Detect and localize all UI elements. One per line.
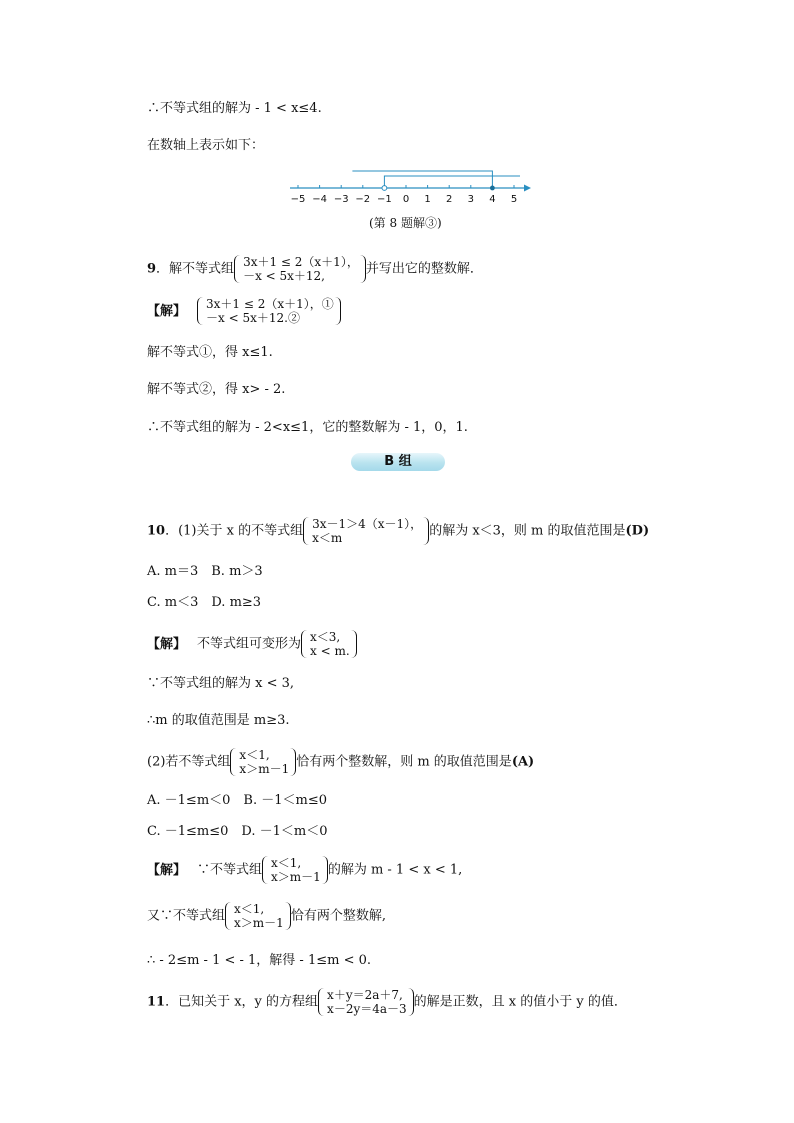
p10-sol2-pre: ∵不等式组 xyxy=(197,862,263,878)
p10-sol4: ∴ - 2≤m - 1 < - 1，解得 - 1≤m < 0. xyxy=(147,953,372,968)
axis-tick-label: 4 xyxy=(489,194,496,205)
axis-tick-label: −2 xyxy=(355,194,371,205)
axis-tick-label: −5 xyxy=(290,194,306,205)
p9-number: 9 xyxy=(147,261,157,277)
p9-sol-row2: －x < 5x＋12.② xyxy=(206,311,300,325)
p11-row2: x－2y＝4a－3 xyxy=(327,1002,407,1016)
p10-q2-post: 恰有两个整数解，则 m 的取值范围是 xyxy=(296,754,512,770)
p11-stem-post: 的解是正数，且 x 的值小于 y 的值． xyxy=(413,994,627,1010)
axis-tick-label: 5 xyxy=(510,194,518,205)
axis-tick-label: −1 xyxy=(377,194,392,205)
p10-sol-pre: 不等式组可变形为 xyxy=(197,636,302,652)
p10-q2-row2: x＞m－1 xyxy=(239,762,290,776)
p10-sol3-post: 恰有两个整数解, xyxy=(290,908,386,924)
figure-caption: (第 8 题解③) xyxy=(369,216,442,230)
p10-sol2-row2: x＞m－1 xyxy=(271,870,321,884)
p10-sol3-system xyxy=(225,902,291,930)
section-b-label: B 组 xyxy=(351,453,445,471)
p9-jie-label: 【解】 xyxy=(147,303,187,319)
p9-stem-pre: ．解不等式组 xyxy=(156,261,235,277)
ray-x-le-4 xyxy=(352,171,492,188)
p10-answer: (D) xyxy=(625,523,650,539)
p9-sol-row1: 3x＋1 ≤ 2（x＋1），① xyxy=(206,297,334,311)
p10-sol-row1: x＜3, xyxy=(310,630,341,644)
p10-sol-system xyxy=(301,630,357,658)
p9-conclusion: ∴不等式组的解为 - 2<x≤1，它的整数解为 - 1，0，1. xyxy=(147,420,468,435)
p10-q2 xyxy=(147,748,534,776)
p10-system xyxy=(303,517,429,545)
open-point-minus-1 xyxy=(382,186,387,191)
p10-question xyxy=(147,517,649,545)
p10-row2: x＜m xyxy=(312,531,343,545)
p10-solution-line xyxy=(147,630,357,658)
p9-step1: 解不等式①，得 x≤1. xyxy=(147,345,273,360)
p10-q2-solution-line xyxy=(147,856,462,884)
closed-point-4 xyxy=(490,186,495,191)
p10-row1: 3x－1＞4（x－1）， xyxy=(312,517,423,531)
p11-system xyxy=(318,988,414,1016)
axis-tick-label: −3 xyxy=(333,194,349,205)
p10-stem-post: 的解为 x＜3，则 m 的取值范围是 xyxy=(429,523,626,539)
p10-q2-system xyxy=(230,748,296,776)
p10-q2-pre: (2)若不等式组 xyxy=(147,754,231,770)
p10-sol3-line xyxy=(147,902,386,930)
p9-row1: 3x＋1 ≤ 2（x＋1）， xyxy=(243,255,359,269)
p11-number: 11 xyxy=(147,994,166,1010)
p10-jie-label: 【解】 xyxy=(147,636,187,652)
p10-sol3-row2: x＞m－1 xyxy=(234,916,284,930)
number-line xyxy=(288,167,538,209)
p11-question xyxy=(147,988,627,1016)
p10-sol3-row1: x＜1, xyxy=(234,902,265,916)
p9-step2: 解不等式②，得 x> - 2. xyxy=(147,382,286,397)
p8-axis-intro: 在数轴上表示如下： xyxy=(147,138,265,153)
ray-x-greater-than-minus-1 xyxy=(384,176,520,188)
p10-q2-answer: (A) xyxy=(511,754,535,770)
p9-question xyxy=(147,255,483,283)
p9-row2: －x < 5x＋12, xyxy=(243,269,326,283)
axis-arrow xyxy=(524,185,531,192)
p9-solution-system xyxy=(197,297,341,325)
p10-step1: ∵不等式组的解为 x < 3, xyxy=(147,676,295,691)
p9-stem-post: 并写出它的整数解． xyxy=(365,261,483,277)
p10-q2-row1: x＜1, xyxy=(239,748,270,762)
p9-system xyxy=(234,255,366,283)
axis-tick-label: 0 xyxy=(402,194,410,205)
p10-sol-row2: x < m. xyxy=(310,644,350,658)
p10-q2-options-ab: A. －1≤m＜0 B. －1＜m≤0 xyxy=(147,793,327,808)
p10-sol3-pre: 又∵不等式组 xyxy=(147,908,226,924)
p9-solution-system-line xyxy=(147,297,341,325)
p10-options-ab: A. m＝3 B. m＞3 xyxy=(147,564,263,579)
p10-stem-pre: ．(1)关于 x 的不等式组 xyxy=(165,523,304,539)
p10-sol2-system xyxy=(262,856,328,884)
p8-solution: ∴不等式组的解为 - 1 < x≤4. xyxy=(147,101,322,116)
p10-step2: ∴m 的取值范围是 m≥3. xyxy=(147,713,290,728)
axis-tick-label: 2 xyxy=(446,194,453,205)
p10-sol2-row1: x＜1, xyxy=(271,856,302,870)
axis-tick-label: 3 xyxy=(467,194,474,205)
axis-tick-label: 1 xyxy=(424,194,431,205)
p11-stem-pre: ．已知关于 x，y 的方程组 xyxy=(165,994,319,1010)
axis-tick-label: −4 xyxy=(312,194,327,205)
p11-row1: x＋y＝2a＋7, xyxy=(327,988,403,1002)
p10-q2-options-cd: C. －1≤m≤0 D. －1＜m＜0 xyxy=(147,824,328,839)
p10-sol2-post: 的解为 m - 1 < x < 1, xyxy=(327,862,463,878)
p10-jie2-label: 【解】 xyxy=(147,862,187,878)
p10-options-cd: C. m＜3 D. m≥3 xyxy=(147,595,262,610)
p10-number: 10 xyxy=(147,523,166,539)
